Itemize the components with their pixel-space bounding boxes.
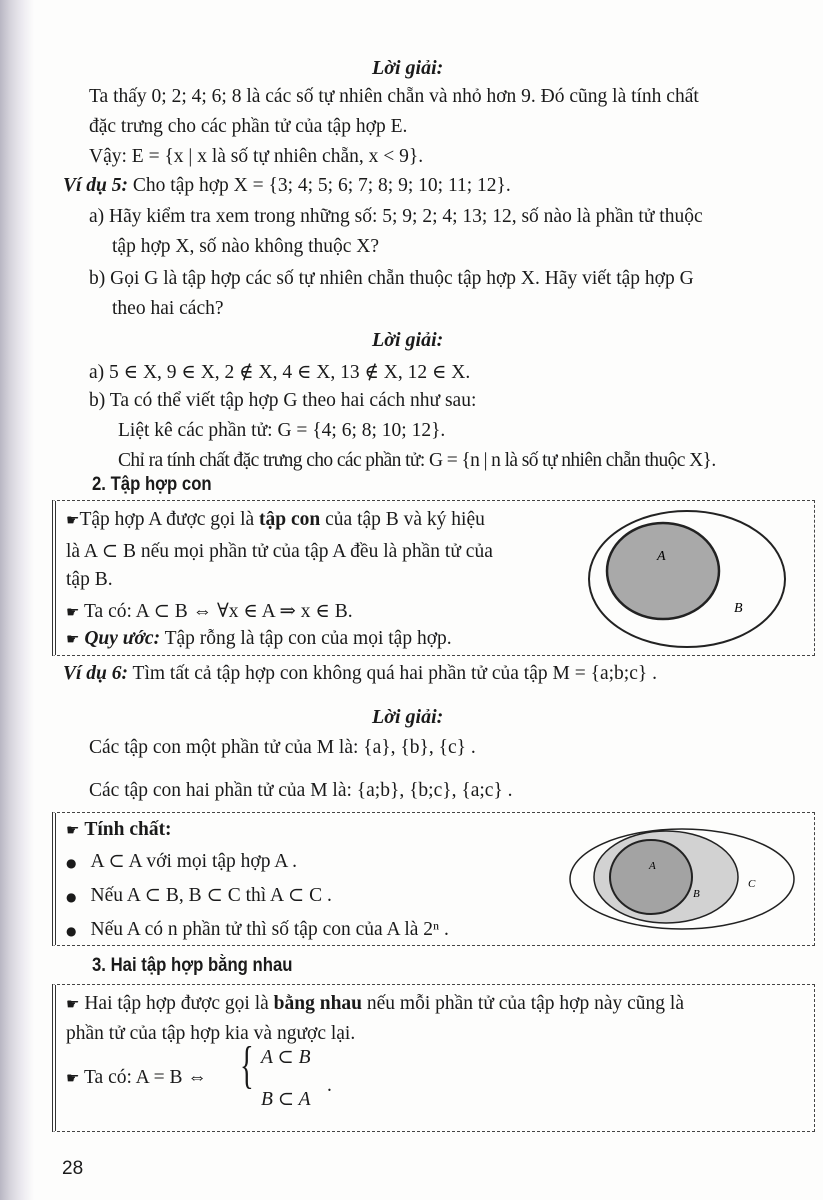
example-6	[63, 663, 657, 685]
condition-1: A ⊂ B	[261, 1047, 311, 1068]
set-a-label: A	[649, 860, 656, 872]
pointing-hand-icon: ☛	[66, 630, 80, 648]
solution-b-line2: Liệt kê các phần tử: G = {4; 6; 8; 10; 12}.	[118, 420, 446, 441]
definition-line2: phần tử của tập hợp kia và ngược lại.	[66, 1023, 356, 1044]
pointing-hand-icon: ☛	[66, 1069, 80, 1087]
example-label: Ví dụ 5:	[63, 175, 129, 196]
text-line: đặc trưng cho các phần tử của tập hợp E.	[89, 116, 408, 137]
properties-title-line	[66, 819, 172, 841]
venn-diagram-subset	[583, 508, 791, 650]
example-label: Ví dụ 6:	[63, 663, 129, 684]
page-number: 28	[62, 1158, 84, 1179]
convention-line: ☛ Quy ước: Tập rỗng là tập con của mọi tập hợp.	[66, 628, 452, 649]
definition-line1: ☛ Hai tập hợp được gọi là bằng nhau nếu mỗi phần tử của tập hợp này cũng là	[66, 993, 684, 1014]
question-a-line2: tập hợp X, số nào không thuộc X?	[112, 236, 380, 257]
section-title: 3. Hai tập hợp bằng nhau	[92, 955, 293, 976]
solution-heading: Lời giải:	[372, 57, 444, 79]
set-a-ellipse	[607, 523, 719, 619]
bullet-icon: ●	[66, 924, 77, 938]
pointing-hand-icon: ☛	[66, 603, 80, 621]
example-text: Tìm tất cả tập hợp con không quá hai phần tử của tập M = {a;b;c} .	[128, 663, 657, 684]
definition-line1: ☛Tập hợp A được gọi là tập con của tập B và ký hiệu	[66, 509, 485, 530]
example-5	[63, 175, 511, 197]
property-item: ● A ⊂ A với mọi tập hợp A .	[66, 851, 298, 872]
property-item: ● Nếu A ⊂ B, B ⊂ C thì A ⊂ C .	[66, 885, 332, 906]
solution-heading: Lời giải:	[372, 329, 444, 351]
text-line: Vậy: E = {x | x là số tự nhiên chẵn, x < 9}.	[89, 146, 424, 167]
set-b-label: B	[734, 601, 743, 616]
example-text: Cho tập hợp X = {3; 4; 5; 6; 7; 8; 9; 10; 11; 12}.	[128, 175, 511, 196]
solution-line1: Các tập con một phần tử của M là: {a}, {b}, {c} .	[89, 737, 476, 758]
set-a-ellipse	[610, 840, 692, 914]
venn-diagram-chain	[556, 825, 806, 933]
definition-line2: là A ⊂ B nếu mọi phần tử của tập A đều là phần tử của	[66, 541, 493, 562]
definition-box-subset	[52, 500, 815, 656]
definition-box-equal-sets	[52, 984, 815, 1132]
definition-line3: tập B.	[66, 569, 113, 590]
solution-a: a) 5 ∈ X, 9 ∈ X, 2 ∉ X, 4 ∈ X, 13 ∉ X, 12 ∈ X.	[89, 362, 471, 383]
text-line: Ta thấy 0; 2; 4; 6; 8 là các số tự nhiên chẵn và nhỏ hơn 9. Đó cũng là tính chất	[89, 86, 699, 107]
ta-co-line: ☛ Ta có: A = B ⇔	[66, 1067, 207, 1088]
solution-line2: Các tập con hai phần tử của M là: {a;b}, {b;c}, {a;c} .	[89, 780, 513, 801]
solution-b-line3: Chỉ ra tính chất đặc trưng cho các phần tử: G = {n | n là số tự nhiên chẵn thuộc X}.	[118, 450, 716, 471]
solution-b-line1: b) Ta có thể viết tập hợp G theo hai cách như sau:	[89, 390, 477, 411]
pointing-hand-icon: ☛	[66, 995, 80, 1013]
set-c-label: C	[748, 878, 756, 890]
set-a-label: A	[657, 549, 666, 564]
set-b-label: B	[693, 888, 700, 900]
question-a-line1: a) Hãy kiểm tra xem trong những số: 5; 9; 2; 4; 13; 12, số nào là phần tử thuộc	[89, 206, 703, 227]
question-b-line1: b) Gọi G là tập hợp các số tự nhiên chẵn thuộc tập hợp X. Hãy viết tập hợp G	[89, 268, 694, 289]
question-b-line2: theo hai cách?	[112, 298, 224, 319]
pointing-hand-icon: ☛	[66, 821, 80, 839]
section-title: 2. Tập hợp con	[92, 474, 212, 495]
properties-title: Tính chất:	[84, 819, 172, 840]
solution-heading: Lời giải:	[372, 706, 444, 728]
bullet-icon: ●	[66, 856, 77, 870]
condition-2: B ⊂ A	[261, 1089, 311, 1110]
page-edge-shadow	[0, 0, 34, 1200]
bullet-icon: ●	[66, 890, 77, 904]
left-brace: {	[240, 1037, 254, 1094]
properties-box	[52, 812, 815, 946]
ta-co-line: ☛ Ta có: A ⊂ B ⇔ ∀x ∈ A ⇒ x ∈ B.	[66, 601, 353, 622]
property-item: ● Nếu A có n phần tử thì số tập con của A là 2ⁿ .	[66, 919, 449, 940]
period: .	[327, 1075, 332, 1096]
pointing-hand-icon: ☛	[66, 511, 80, 529]
